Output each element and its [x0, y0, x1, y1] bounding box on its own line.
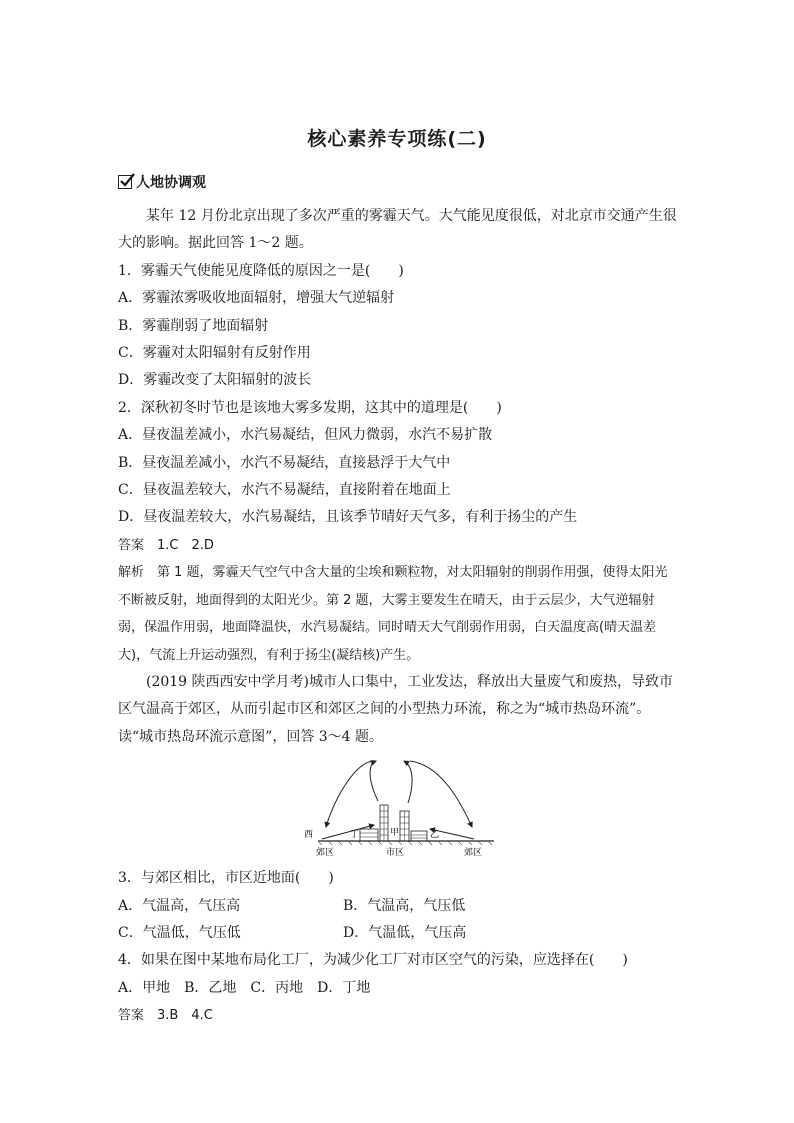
- question-3-stem: 3．与郊区相比，市区近地面( ): [118, 870, 334, 887]
- section-heading: [118, 172, 206, 192]
- question-1-option-a: A．雾霾浓雾吸收地面辐射，增强大气逆辐射: [118, 290, 395, 307]
- answer-3-4: 答案 3.B 4.C: [118, 1008, 213, 1024]
- checkmark-icon: [118, 175, 132, 189]
- intro-paragraph-2: (2019 陕西西安中学月考)城市人口集中，工业发达，释放出大量废气和废热，导致市区气温高于郊区，从而引起市区和郊区之间的小型热力环流，称之为“城市热岛环流”。读“城市热岛环流示意图”，回答 3～4 题。: [118, 673, 674, 745]
- section-title: 人地协调观: [136, 175, 206, 191]
- intro-paragraph-1: 某年 12 月份北京出现了多次严重的雾霾天气。大气能见度很低，对北京市交通产生很大的影响。据此回答 1～2 题。: [118, 208, 677, 252]
- question-3-options-row-1: [118, 893, 678, 920]
- question-3-option-b: B．气温高，气压低: [343, 897, 466, 914]
- downdraft-left-arrow: [326, 761, 372, 827]
- question-1-stem: 1．雾霾天气使能见度降低的原因之一是( ): [118, 262, 404, 279]
- question-3-option-d: D．气温低，气压高: [343, 924, 467, 941]
- label-ding: 丁: [350, 830, 360, 841]
- question-2-option-d: D．昼夜温差较大，水汽易凝结，且该季节晴好天气多，有利于扬尘的产生: [118, 509, 578, 526]
- label-city: 市区: [386, 848, 405, 859]
- question-3-options-row-2: [118, 920, 678, 947]
- question-2-option-a: A．昼夜温差减小，水汽易凝结，但风力微弱，水汽不易扩散: [118, 427, 493, 444]
- updraft-right-arrow: [404, 761, 412, 803]
- main-content: [118, 203, 678, 1030]
- question-4-stem: 4．如果在图中某地布局化工厂，为减少化工厂对市区空气的污染，应选择在( ): [118, 952, 628, 969]
- question-2-option-c: C．昼夜温差较大，水汽不易凝结，直接附着在地面上: [118, 482, 451, 499]
- label-jia: 甲: [390, 828, 400, 839]
- label-xi: 西: [304, 830, 314, 841]
- question-1-option-d: D．雾霾改变了太阳辐射的波长: [118, 372, 312, 389]
- page-title: 核心素养专项练(二): [307, 128, 487, 150]
- label-suburb-left: 郊区: [316, 848, 335, 859]
- building: [411, 831, 427, 841]
- downdraft-right-arrow: [410, 761, 472, 827]
- label-suburb-right: 郊区: [464, 848, 483, 859]
- question-3-option-a: A．气温高，气压高: [118, 897, 241, 914]
- question-1-option-c: C．雾霾对太阳辐射有反射作用: [118, 345, 311, 362]
- heat-island-svg: [302, 755, 498, 861]
- question-3-option-c: C．气温低，气压低: [118, 924, 241, 941]
- updraft-left-arrow: [370, 761, 378, 801]
- question-4-options: A．甲地 B．乙地 C．丙地 D．丁地: [118, 979, 371, 996]
- heat-island-diagram: [118, 755, 678, 865]
- question-2-option-b: B．昼夜温差减小，水汽不易凝结，直接悬浮于大气中: [118, 454, 451, 471]
- question-2-stem: 2．深秋初冬时节也是该地大雾多发期，这其中的道理是( ): [118, 399, 502, 416]
- answer-1-2: 答案 1.C 2.D: [118, 537, 214, 553]
- question-1-option-b: B．雾霾削弱了地面辐射: [118, 317, 269, 334]
- label-yi: 乙: [430, 830, 440, 841]
- building: [360, 829, 378, 841]
- analysis-1-2: 解析 第 1 题，雾霾天气空气中含大量的尘埃和颗粒物，对太阳辐射的削弱作用强，使得太阳光不断被反射，地面得到的太阳光少。第 2 题，大雾主要发生在晴天，由于云层少，大气逆辐射弱，保温作用弱，地面降温快，水汽易凝结。同时晴天大气削弱作用弱，白天温度高(晴天温差大)，气流上升运动强烈，有利于扬尘(凝结核)产生。: [118, 565, 668, 663]
